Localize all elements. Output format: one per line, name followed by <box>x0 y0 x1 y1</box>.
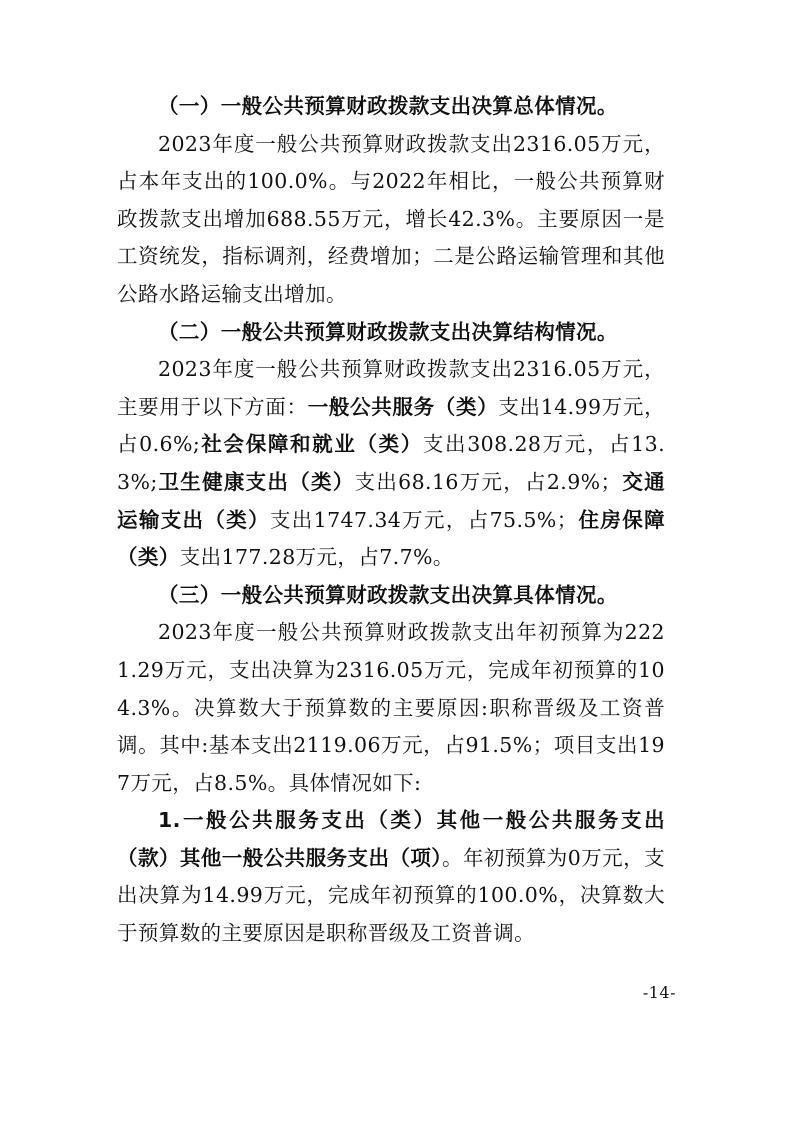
section-3-paragraph: 2023年度一般公共预算财政拨款支出年初预算为2221.29万元，支出决算为2316.05万元，完成年初预算的104.3%。决算数大于预算数的主要原因:职称晋级及工资普调。其中:基本支出2119.06万元，占91.5%；项目支出197万元，占8.5%。具体情况如下: <box>117 620 665 795</box>
category-transportation: 交通运输支出（类） <box>117 469 666 532</box>
category-transportation-detail: 支出1747.34万元，占75.5%； <box>269 507 578 532</box>
subsection-1-paragraph <box>117 802 665 952</box>
subsection-1-body: 。年初预算为0万元，支出决算为14.99万元，完成年初预算的100.0%，决算数大于预算数的主要原因是职称晋级及工资普调。 <box>117 845 665 946</box>
category-social-security-detail: 支出308.28万元，占13.3%; <box>117 432 665 494</box>
document-body <box>117 88 665 953</box>
category-health: 卫生健康支出（类） <box>157 469 355 494</box>
subsection-1-title: 1.一般公共服务支出（类）其他一般公共服务支出（款）其他一般公共服务支出（项） <box>117 808 665 870</box>
section-1-paragraph: 2023年度一般公共预算财政拨款支出2316.05万元，占本年支出的100.0%。与2022年相比，一般公共预算财政拨款支出增加688.55万元，增长42.3%。主要原因一是工资统发，指标调剂，经费增加；二是公路运输管理和其他公路水路运输支出增加。 <box>117 131 665 306</box>
section-2-intro: 2023年度一般公共预算财政拨款支出2316.05万元，主要用于以下方面： <box>117 357 665 419</box>
category-social-security: 社会保障和就业（类） <box>200 432 423 457</box>
section-2-paragraph <box>117 351 665 577</box>
category-general-public-services-detail: 支出14.99万元，占0.6%; <box>117 394 665 457</box>
category-housing: 住房保障（类） <box>117 507 665 570</box>
category-housing-detail: 支出177.28万元，占7.7%。 <box>179 545 454 570</box>
page-number: -14- <box>642 983 676 1002</box>
category-health-detail: 支出68.16万元，占2.9%； <box>354 469 622 494</box>
category-general-public-services: 一般公共服务（类） <box>307 394 499 419</box>
section-3-heading: （三）一般公共预算财政拨款支出决算具体情况。 <box>158 582 618 607</box>
section-1-heading: （一）一般公共预算财政拨款支出决算总体情况。 <box>158 94 618 118</box>
section-2-heading: （二）一般公共预算财政拨款支出决算结构情况。 <box>158 319 618 344</box>
